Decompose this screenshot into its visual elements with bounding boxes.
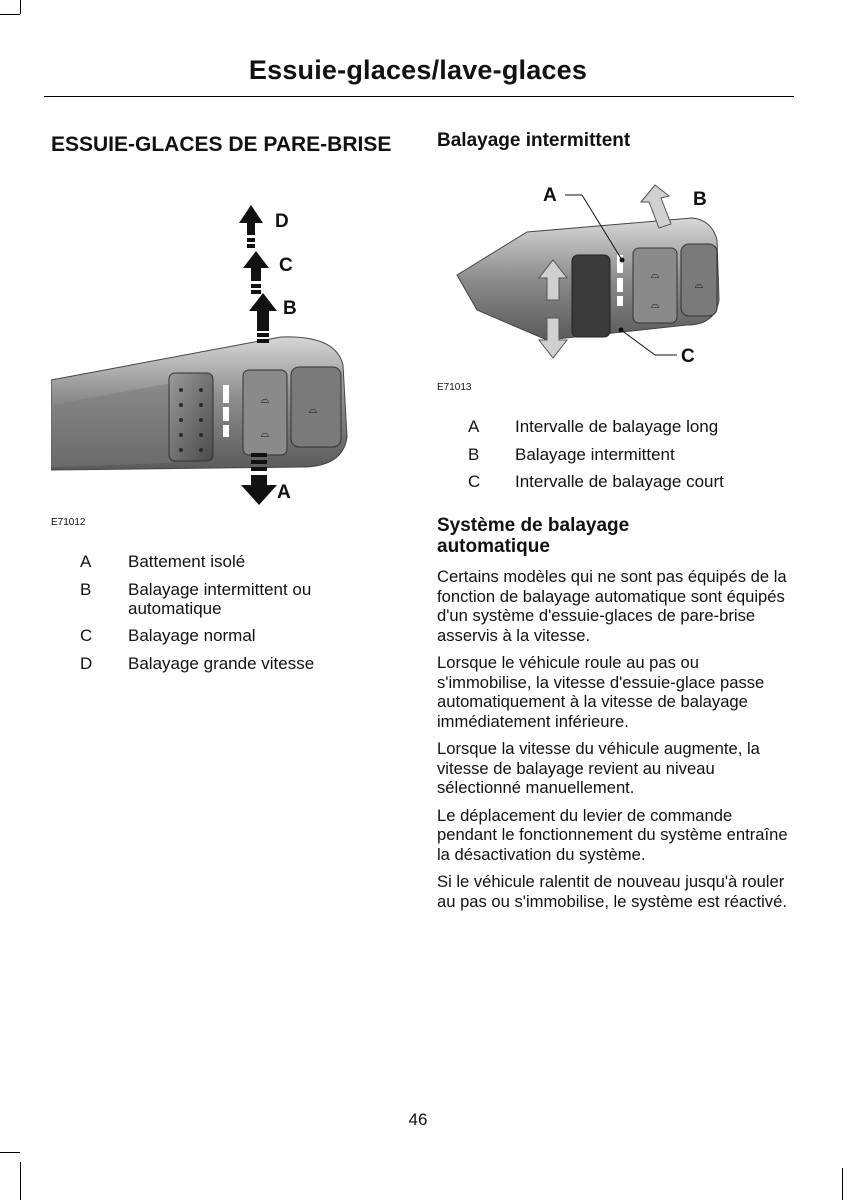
wiper-lever-figure	[51, 205, 351, 510]
figure-code: E71013	[437, 382, 472, 393]
callout-label: D	[275, 211, 289, 232]
crop-mark	[842, 1168, 843, 1200]
body-paragraph: Lorsque le véhicule roule au pas ou s'immobilise, la vitesse d'essuie-glace passe automatiquement à la vitesse de balayage immédiatement inférieure.	[437, 653, 765, 731]
legend-text: Balayage intermittent	[515, 444, 675, 464]
body-paragraph: Le déplacement du levier de commande pendant le fonctionnement du système entraîne la désactivation du système.	[437, 805, 788, 864]
legend-text: Intervalle de balayage court	[515, 472, 724, 491]
body-paragraph: Si le véhicule ralentit de nouveau jusqu'à rouler au pas ou s'immobilise, le système est réactivé.	[437, 872, 787, 911]
callout-label: C	[279, 255, 293, 276]
left-column	[51, 132, 401, 158]
body-paragraph: Certains modèles qui ne sont pas équipés de la fonction de balayage automatique sont équipés d'un système d'essuie-glaces de pare-brise asservis à la vitesse.	[437, 567, 787, 645]
wiper-front-icon: ⌓	[260, 394, 270, 406]
crop-mark	[0, 1152, 20, 1153]
wiper-rear-icon: ⌓	[694, 279, 704, 291]
auto-wiping-section	[437, 515, 789, 919]
legend-key: D	[80, 653, 93, 673]
section-heading-automatic-wiping: Système de balayage automatique	[437, 515, 630, 557]
up-arrow-stack	[239, 205, 277, 343]
legend-item	[80, 580, 370, 618]
title-divider	[44, 96, 794, 97]
legend-key: B	[80, 579, 92, 599]
legend-text: Balayage grande vitesse	[128, 653, 315, 673]
callout-label: B	[283, 298, 297, 319]
callout-label: C	[681, 346, 695, 367]
legend-key: C	[468, 472, 481, 491]
legend-list	[80, 552, 370, 681]
crop-mark	[0, 14, 20, 15]
page-title: Essuie-glaces/lave-glaces	[248, 55, 588, 85]
section-heading-windscreen-wipers: ESSUIE-GLACES DE PARE-BRISE	[51, 133, 392, 156]
body-paragraph: Lorsque la vitesse du véhicule augmente, la vitesse de balayage revient au niveau sélectionné manuellement.	[437, 739, 760, 797]
wiper-rear-icon: ⌓	[308, 404, 318, 416]
legend-text: Balayage intermittent ou automatique	[128, 579, 312, 618]
figure-code: E71012	[51, 517, 86, 528]
crop-mark	[20, 1162, 21, 1200]
legend-item	[80, 626, 370, 645]
wiper-washer-icon: ⌓	[260, 428, 270, 440]
legend-item	[80, 552, 370, 571]
page-number: 46	[408, 1110, 428, 1129]
legend-item	[468, 472, 788, 491]
legend-text: Battement isolé	[128, 552, 246, 571]
legend-key: C	[80, 626, 93, 645]
legend-item	[468, 445, 788, 464]
intermittent-wiper-figure	[437, 180, 737, 375]
legend-item	[468, 417, 788, 436]
wiper-front-icon: ⌓	[650, 269, 660, 281]
section-heading-intermittent: Balayage intermittent	[437, 130, 631, 151]
callout-leader	[621, 330, 655, 355]
legend-item	[80, 654, 370, 673]
callout-label: B	[693, 189, 707, 210]
legend-key: A	[468, 417, 480, 436]
legend-key: A	[80, 552, 92, 571]
interval-ring	[572, 255, 610, 337]
wiper-washer-icon: ⌓	[650, 299, 660, 311]
crop-mark	[20, 0, 21, 14]
right-column	[437, 130, 792, 151]
legend-text: Balayage normal	[128, 626, 256, 645]
legend-text: Intervalle de balayage long	[515, 417, 719, 436]
legend-list	[468, 417, 788, 500]
legend-key: B	[468, 444, 480, 464]
lever-rotary-grip	[169, 373, 213, 461]
callout-label: A	[543, 185, 557, 206]
callout-label: A	[277, 482, 291, 503]
